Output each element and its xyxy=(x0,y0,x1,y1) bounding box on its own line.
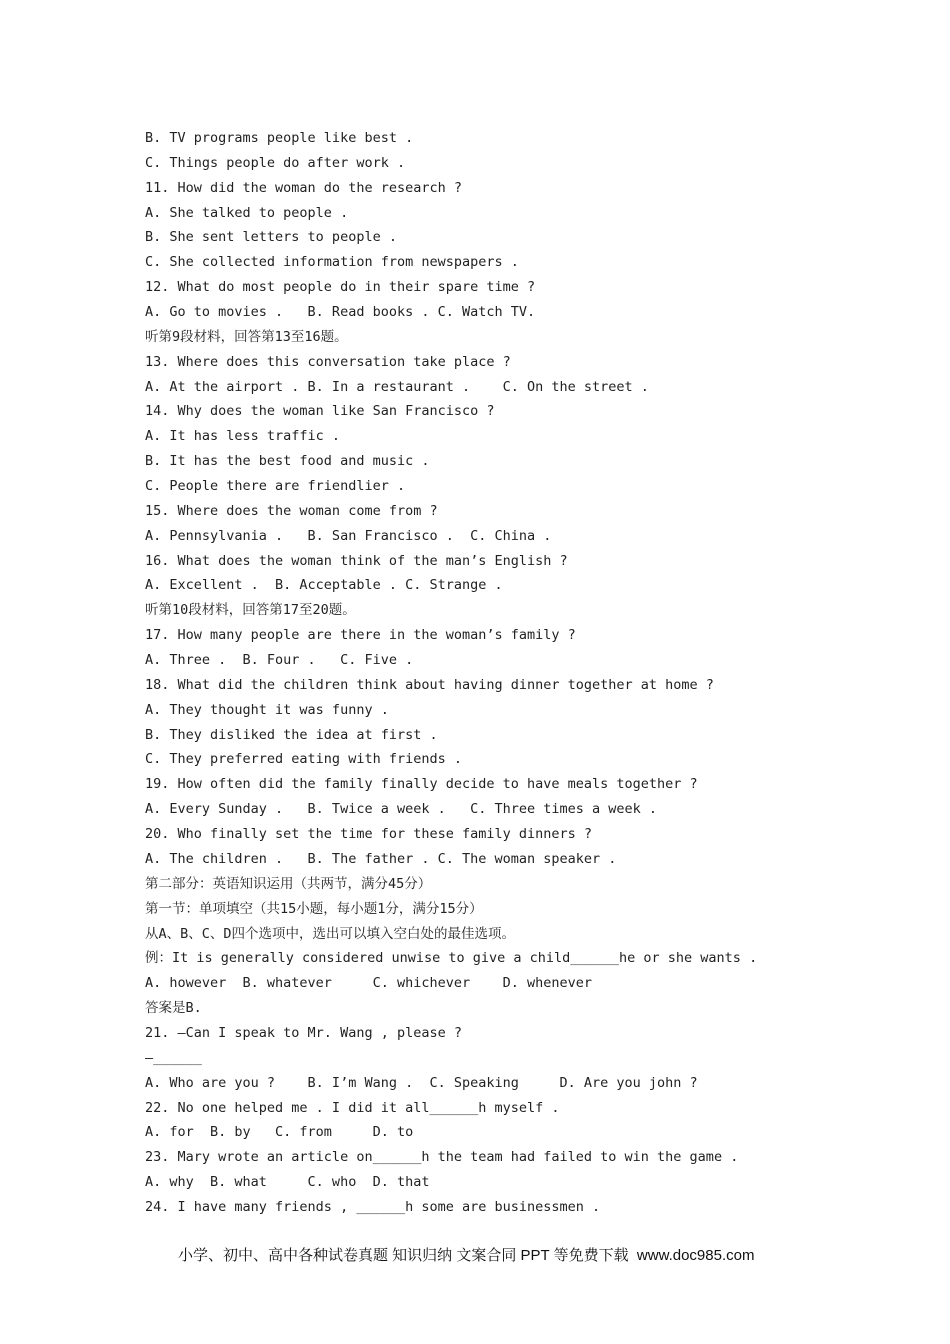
text-line: 听第10段材料，回答第17至20题。 xyxy=(145,602,356,619)
text-line: 12. What do most people do in their spare time ? xyxy=(145,279,536,296)
text-line: 13. Where does this conversation take place ? xyxy=(145,353,511,370)
text-line: 第一节：单项填空（共15小题，每小题1分，满分15分） xyxy=(145,900,483,917)
text-line: A. Pennsylvania . B. San Francisco . C. China . xyxy=(145,527,552,544)
text-line: A. Excellent . B. Acceptable . C. Strange . xyxy=(145,577,503,594)
text-line: 22. No one helped me . I did it all______h myself . xyxy=(145,1099,560,1116)
text-line: A. Who are you ? B. I’m Wang . C. Speaking D. Are you john ? xyxy=(145,1074,698,1091)
text-line: C. Things people do after work . xyxy=(145,154,406,171)
text-line: A. however B. whatever C. whichever D. whenever xyxy=(145,975,593,992)
text-line: —______ xyxy=(145,1049,202,1066)
text-line: A. They thought it was funny . xyxy=(145,701,389,718)
text-line: A. Every Sunday . B. Twice a week . C. Three times a week . xyxy=(145,801,658,818)
text-line: A. Three . B. Four . C. Five . xyxy=(145,652,414,669)
text-line: 听第9段材料，回答第13至16题。 xyxy=(145,328,348,345)
text-line: B. It has the best food and music . xyxy=(145,453,430,470)
text-line: 15. Where does the woman come from ? xyxy=(145,502,438,519)
text-line: 21. —Can I speak to Mr. Wang , please ? xyxy=(145,1024,462,1041)
text-line: B. She sent letters to people . xyxy=(145,229,397,246)
text-line: 19. How often did the family finally decide to have meals together ? xyxy=(145,776,698,793)
text-line: 16. What does the woman think of the man’s English ? xyxy=(145,552,568,569)
text-line: A. At the airport . B. In a restaurant . C. On the street . xyxy=(145,378,649,395)
text-line: 11. How did the woman do the research ? xyxy=(145,179,462,196)
text-line: 答案是B. xyxy=(145,1000,202,1017)
text-line: A. She talked to people . xyxy=(145,204,349,221)
text-line: B. TV programs people like best . xyxy=(145,130,414,146)
text-line: C. People there are friendlier . xyxy=(145,478,406,495)
text-line: A. Go to movies . B. Read books . C. Watch TV. xyxy=(145,304,536,321)
text-line: 从A、B、C、D四个选项中，选出可以填入空白处的最佳选项。 xyxy=(145,925,516,942)
text-line: 23. Mary wrote an article on______h the team had failed to win the game . xyxy=(145,1149,739,1166)
text-line: A. It has less traffic . xyxy=(145,428,341,445)
text-line: 第二部分：英语知识运用（共两节，满分45分） xyxy=(145,875,432,892)
text-line: A. The children . B. The father . C. The woman speaker . xyxy=(145,850,617,867)
text-line: 20. Who finally set the time for these family dinners ? xyxy=(145,826,593,843)
text-line: 24. I have many friends , ______h some are businessmen . xyxy=(145,1198,601,1215)
text-line: C. They preferred eating with friends . xyxy=(145,751,462,768)
footer-watermark: 小学、初中、高中各种试卷真题 知识归纳 文案合同 PPT 等免费下载 www.doc985.com xyxy=(178,1247,755,1264)
text-line: 例：It is generally considered unwise to give a child______he or she wants . xyxy=(145,950,758,967)
text-line: C. She collected information from newspapers . xyxy=(145,254,519,271)
text-line: 17. How many people are there in the woman’s family ? xyxy=(145,627,576,644)
text-line: A. why B. what C. who D. that xyxy=(145,1174,430,1191)
text-line: B. They disliked the idea at first . xyxy=(145,726,438,743)
text-line: A. for B. by C. from D. to xyxy=(145,1124,414,1141)
text-line: 18. What did the children think about having dinner together at home ? xyxy=(145,676,714,693)
document-body xyxy=(145,126,845,1220)
text-line: 14. Why does the woman like San Francisco ? xyxy=(145,403,495,420)
